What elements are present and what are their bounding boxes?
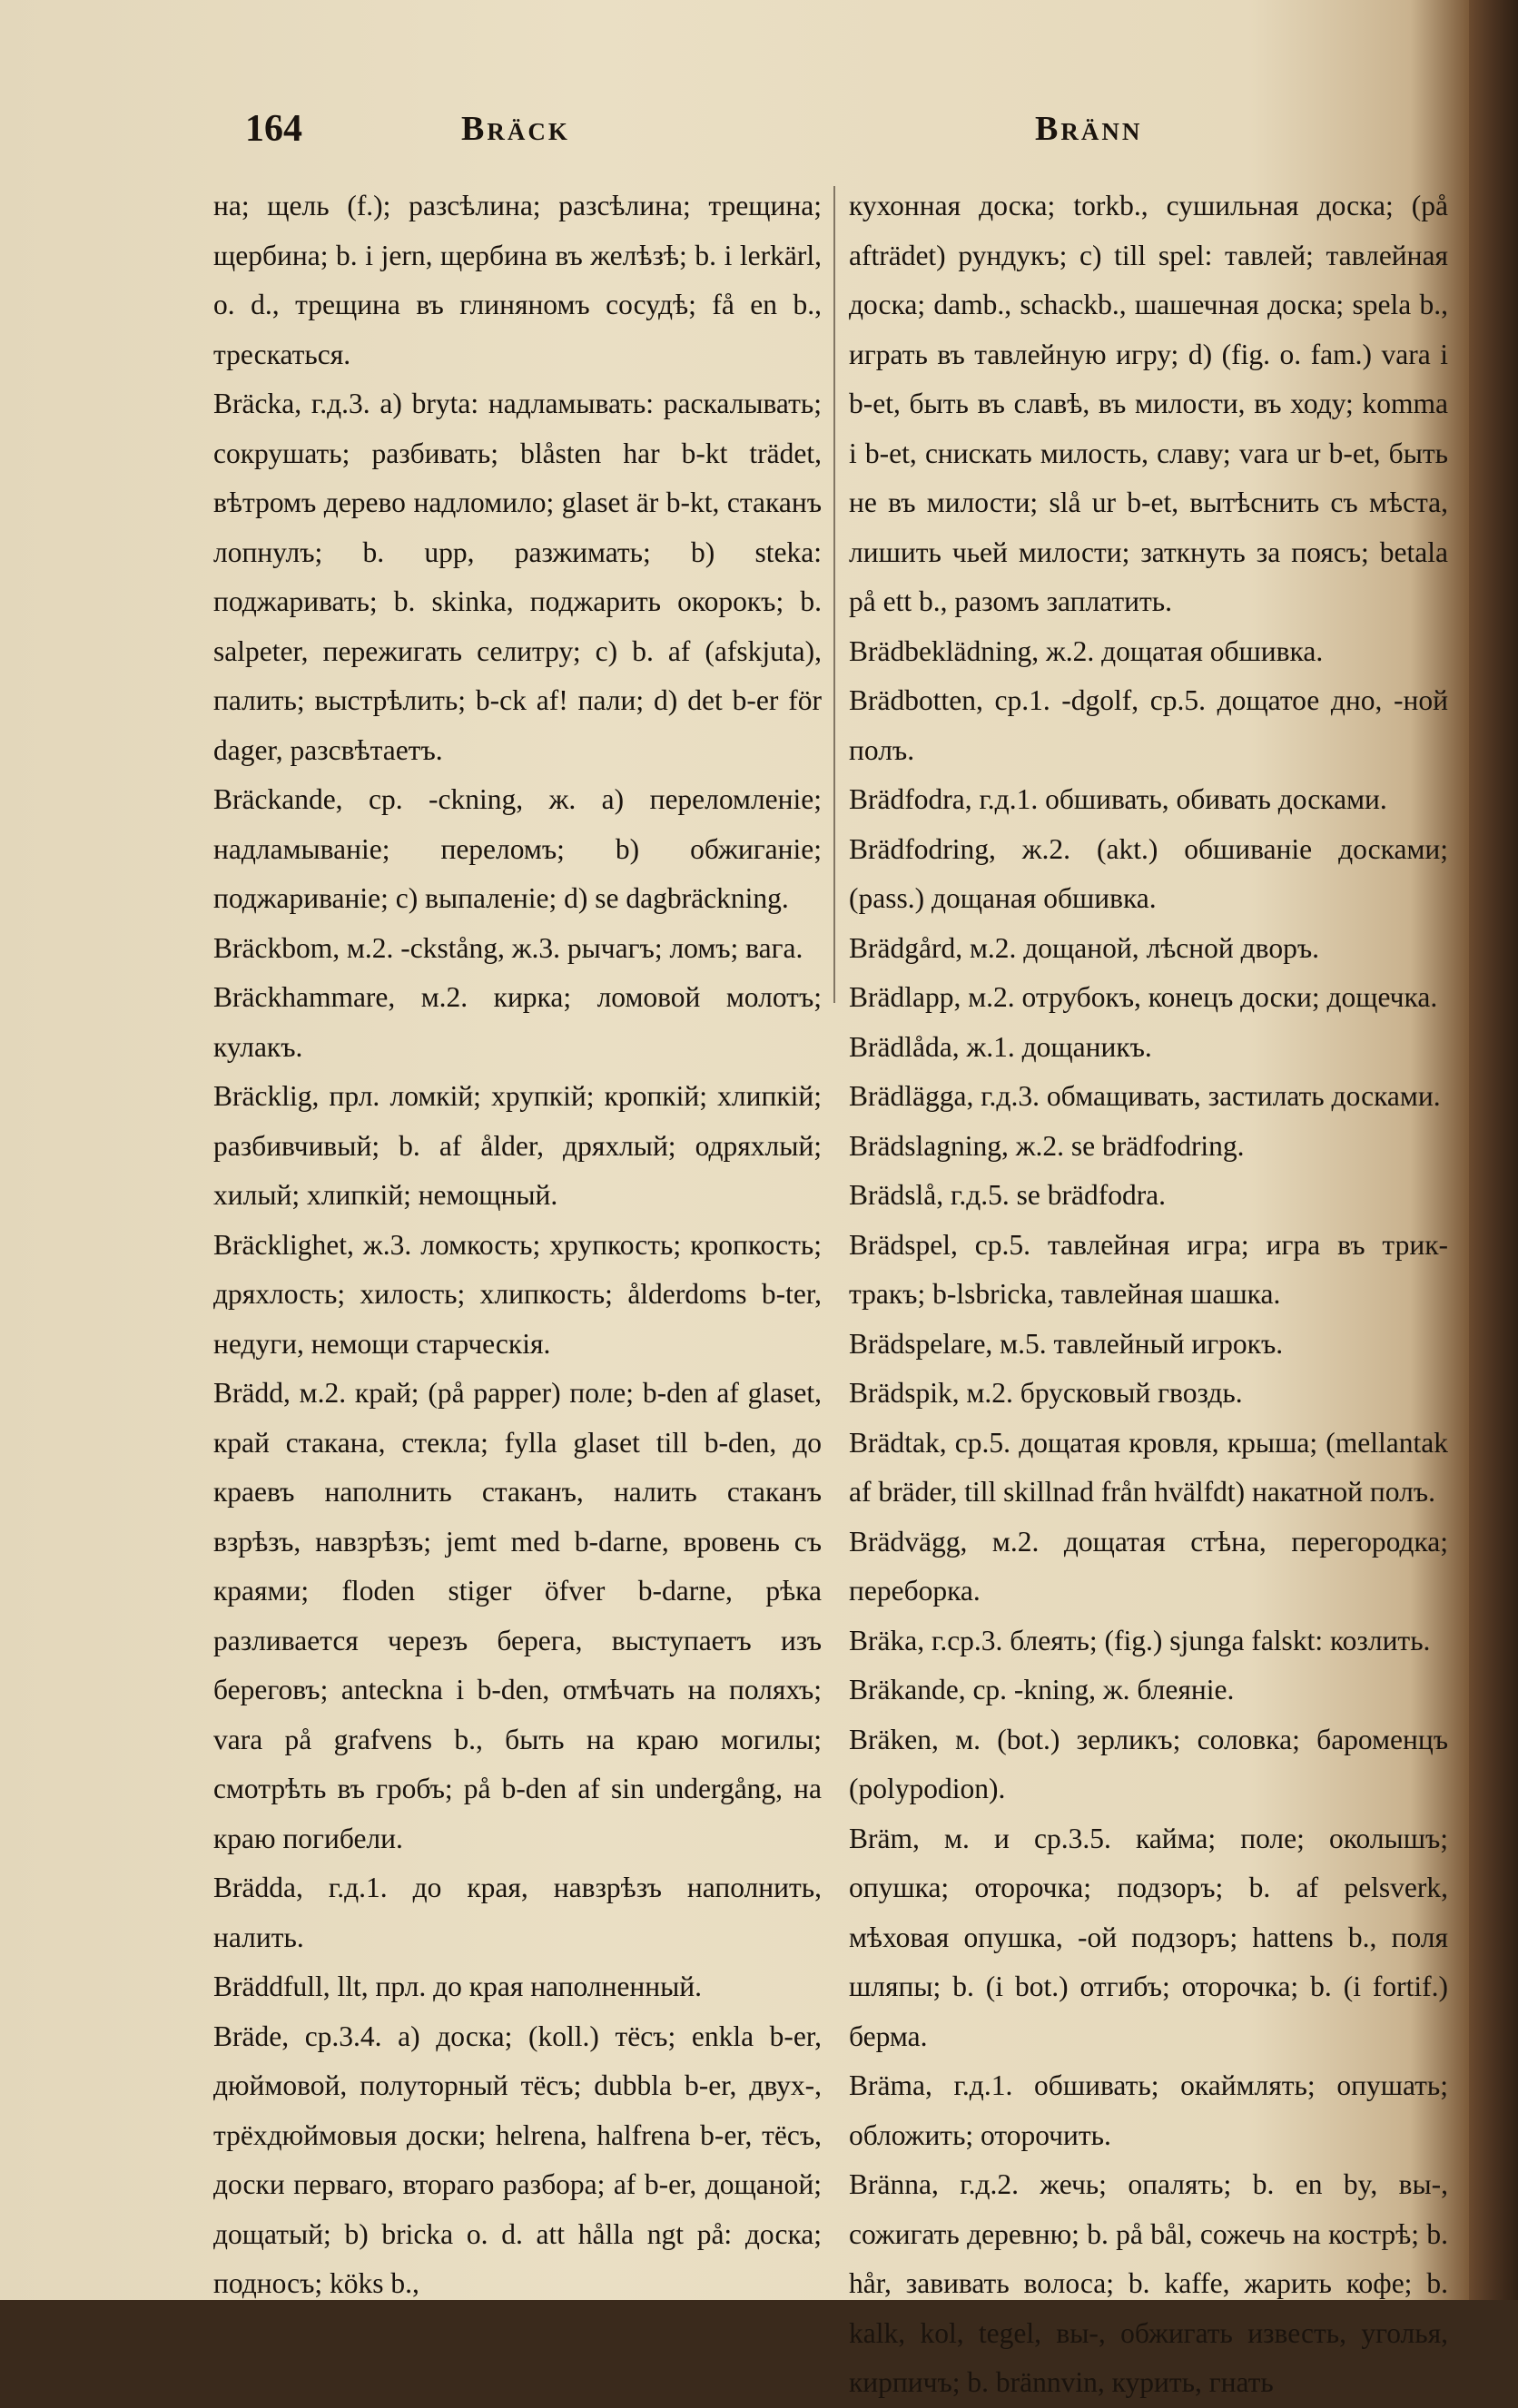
dictionary-entry: Brädspik, м.2. брусковый гвоздь. — [849, 1377, 1243, 1409]
dictionary-entry: Bräka, г.ср.3. блеять; (fig.) sjunga falskt: козлить. — [849, 1624, 1431, 1656]
dictionary-entry: Brädtak, ср.5. дощатая кровля, крыша; (mellantak af bräder, till skillnad från hvälfdt) накатной полъ. — [849, 1426, 1448, 1508]
dictionary-entry: Brädvägg, м.2. дощатая стѣна, перегородка; переборка. — [849, 1525, 1448, 1607]
dictionary-entry: Brädlapp, м.2. отрубокъ, конецъ доски; дощечка. — [849, 981, 1438, 1013]
dictionary-entry: Bräm, м. и ср.3.5. кайма; поле; околышъ; опушка; оторочка; подзоръ; b. af pelsverk, мѣховая опушка, -ой подзоръ; hattens b., поля шляпы; b. (i bot.) отгибъ; оторочка; b. (i fortif.) берма. — [849, 1822, 1448, 2052]
dictionary-entry: Brädlåda, ж.1. дощаникъ. — [849, 1030, 1152, 1063]
dictionary-entry: Bräma, г.д.1. обшивать; окаймлять; опушать; обложить; оторочить. — [849, 2069, 1448, 2151]
dictionary-entry: Bräddfull, llt, прл. до края наполненный. — [213, 1971, 702, 2002]
dictionary-entry: Brädslagning, ж.2. se brädfodring. — [849, 1129, 1245, 1162]
right-column — [849, 182, 1448, 2408]
dictionary-entry: Bränna, г.д.2. жечь; опалять; b. en by, вы-, сожигать деревню; b. på bål, сожечь на кострѣ; b. hår, завивать волоса; b. kaffe, жарить кофе; b. kalk, kol, tegel, вы-, обжигать известь, уголья, кирпичъ; b. brännvin, курить, гнать — [849, 2168, 1448, 2398]
column-divider — [833, 186, 835, 1003]
page-header — [0, 107, 1469, 162]
dictionary-entry: Brädgård, м.2. дощаной, лѣсной дворъ. — [849, 931, 1319, 964]
dictionary-entry: кухонная доска; torkb., сушильная доска; (på afträdet) рундукъ; c) till spel: тавлей; тавлейная доска; damb., schackb., шашечная доска; spela b., играть въ тавлейную игру; d) (fig. o. fam.) vara i b-et, быть въ славѣ, въ милости, въ ходу; komma i b-et, снискать милость, славу; vara ur b-et, быть не въ милости; slå ur b-et, вытѣснить съ мѣста, лишить чьей милости; заткнуть за поясъ; betala på ett b., разомъ заплатить. — [849, 190, 1448, 617]
dictionary-entry: Bräckhammare, м.2. кирка; ломовой молотъ; кулакъ. — [213, 981, 822, 1063]
dictionary-entry: Brädd, м.2. край; (på papper) поле; b-den af glaset, край стакана, стекла; fylla glaset till b-den, до краевъ наполнить стаканъ, налить стаканъ взрѣзъ, навзрѣзъ; jemt med b-darne, вровень съ краями; floden stiger öfver b-darne, рѣка разливается черезъ берега, выступаетъ изъ береговъ; anteckna i b-den, отмѣчать на поляхъ; vara på grafvens b., быть на краю могилы; смотрѣть въ гробъ; på b-den af sin undergång, на краю погибели. — [213, 1377, 822, 1854]
dictionary-entry: Bräde, ср.3.4. a) доска; (koll.) тёсъ; enkla b-er, дюймовой, полуторный тёсъ; dubbla b-er, двух-, трёхдюймовыя доски; helrena, halfrena b-er, тёсъ, доски перваго, втораго разбора; af b-er, дощаной; дощатый; b) bricka o. d. att hålla ngt på: доска; подносъ; köks b., — [213, 2020, 822, 2299]
dictionary-entry: Bräken, м. (bot.) зерликъ; соловка; бароменцъ (polypodion). — [849, 1723, 1448, 1804]
dictionary-entry: Brädda, г.д.1. до края, навзрѣзъ наполнить, налить. — [213, 1872, 822, 1953]
dictionary-entry: Brädspelare, м.5. тавлейный игрокъ. — [849, 1327, 1284, 1360]
dictionary-entry: Brädspel, ср.5. тавлейная игра; игра въ триктракъ; b-lsbricka, тавлейная шашка. — [849, 1228, 1448, 1310]
dictionary-entry: Bräcklig, прл. ломкій; хрупкій; кропкій; хлипкій; разбивчивый; b. af ålder, дряхлый; одряхлый; хилый; хлипкій; немощный. — [213, 1080, 822, 1211]
dictionary-entry: Brädbeklädning, ж.2. дощатая обшивка. — [849, 634, 1324, 667]
dictionary-entry: Bräkande, ср. -kning, ж. блеяніе. — [849, 1674, 1235, 1705]
dictionary-entry: Brädbotten, ср.1. -dgolf, ср.5. дощатое дно, -ной полъ. — [849, 684, 1448, 766]
dictionary-entry: Brädfodra, г.д.1. обшивать, обивать досками. — [849, 783, 1387, 815]
right-running-head: Bränn — [1035, 110, 1143, 148]
dictionary-entry: на; щель (f.); разсѣлина; разсѣлина; трещина; щербина; b. i jern, щербина въ желѣзѣ; b. i lerkärl, o. d., трещина въ глиняномъ сосудѣ; få en b., трескаться. — [213, 190, 822, 370]
left-running-head: Bräck — [461, 110, 570, 148]
dictionary-entry: Brädfodring, ж.2. (akt.) обшиваніе досками; (pass.) дощаная обшивка. — [849, 832, 1448, 914]
dictionary-entry: Bräcka, г.д.3. a) bryta: надламывать: раскалывать; сокрушать; разбивать; blåsten har b-kt trädet, вѣтромъ дерево надломило; glaset är b-kt, стаканъ лопнулъ; b. upp, разжимать; b) steka: поджаривать; b. skinka, поджарить окорокъ; b. salpeter, пережигать селитру; c) b. af (afskjuta), палить; выстрѣлить; b-ck af! пали; d) det b-er för dager, разсвѣтаетъ. — [213, 388, 822, 766]
dictionary-entry: Bräcklighet, ж.3. ломкость; хрупкость; кропкость; дряхлость; хилость; хлипкость; ålderdoms b-ter, недуги, немощи старческія. — [213, 1228, 822, 1360]
page-number: 164 — [245, 108, 302, 150]
dictionary-entry: Bräckbom, м.2. -ckstång, ж.3. рычагъ; ломъ; вага. — [213, 931, 803, 964]
dictionary-entry: Brädslå, г.д.5. se brädfodra. — [849, 1179, 1167, 1211]
dictionary-entry: Bräckande, ср. -ckning, ж. a) переломленіе; надламываніе; переломъ; b) обжиганіе; поджариваніе; c) выпаленіе; d) se dagbräckning. — [213, 783, 822, 914]
book-edge-shadow — [1469, 0, 1518, 2300]
dictionary-entry: Brädlägga, г.д.3. обмащивать, застилать досками. — [849, 1080, 1441, 1112]
left-column — [213, 182, 822, 2309]
